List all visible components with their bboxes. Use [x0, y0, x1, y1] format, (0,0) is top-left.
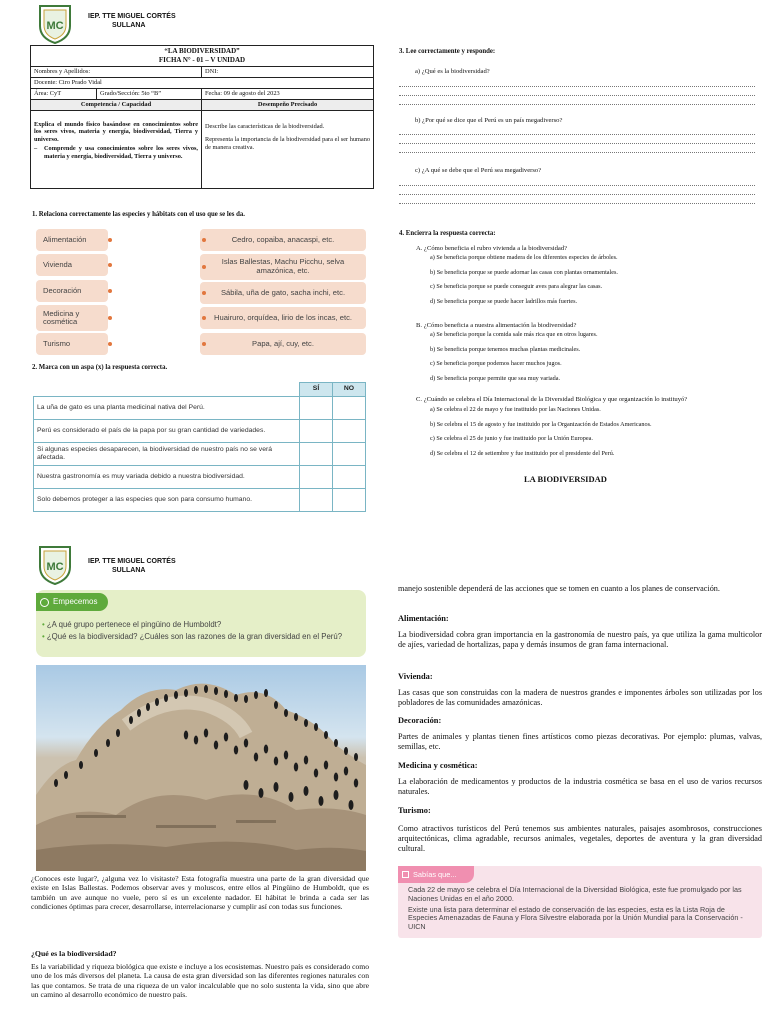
school-header-2 [88, 557, 176, 576]
q4-b-question: B. ¿Cómo beneficia a nuestra alimentación la biodiversidad? [416, 322, 577, 329]
no-header: NO [333, 383, 366, 397]
no-checkbox[interactable] [333, 443, 366, 466]
option[interactable]: d) Se celebra el 12 de setiembre y fue instituido por el presidente del Perú. [430, 449, 615, 457]
fecha-field: Fecha: 09 de agosto del 2023 [202, 88, 374, 99]
match-dot[interactable] [202, 265, 206, 269]
option[interactable]: c) Se celebra el 25 de junio y fue instituido por la Unión Europea. [430, 435, 593, 443]
pill-right-4[interactable]: Huairuro, orquídea, lirio de los incas, etc. [200, 307, 366, 329]
pill-right-2[interactable]: Islas Ballestas, Machu Picchu, selva amazónica, etc. [200, 254, 366, 280]
q4-block-c [416, 396, 761, 461]
option[interactable]: c) Se beneficia porque se puede conseguir aves para alegrar las casas. [430, 283, 603, 291]
match-dot[interactable] [202, 316, 206, 320]
answer-lines-b[interactable] [399, 126, 755, 153]
si-header: SÍ [300, 383, 333, 397]
heading-alimentacion: Alimentación: [398, 614, 449, 623]
ficha-subtitle: FICHA N° - 01 – V UNIDAD [158, 55, 246, 64]
match-dot[interactable] [202, 342, 206, 346]
statement-row: Perú es considerado el país de la papa por su gran cantidad de variedades. [34, 420, 300, 443]
pill-left-2[interactable]: Vivienda [36, 254, 108, 276]
no-checkbox[interactable] [333, 489, 366, 512]
si-checkbox[interactable] [300, 443, 333, 466]
docente-field: Docente: Ciro Prado Vidal [31, 77, 374, 88]
ficha-title: “LA BIODIVERSIDAD” [164, 47, 240, 55]
islas-ballestas-photo [36, 665, 366, 871]
q4-block-b [416, 322, 761, 390]
sabias-que-box [398, 866, 762, 938]
answer-lines-c[interactable] [399, 177, 755, 204]
q3-title: 3. Lee correctamente y responde: [399, 48, 496, 55]
match-dot[interactable] [108, 238, 112, 242]
chat-bubble-icon [40, 598, 49, 607]
empecemos-q1: • ¿A qué grupo pertenece el pingüino de Humboldt? [42, 620, 222, 629]
match-dot[interactable] [108, 316, 112, 320]
q2-title: 2. Marca con un aspa (x) la respuesta correcta. [32, 364, 168, 371]
intro-paragraph: ¿Conoces este lugar?, ¿alguna vez lo visitaste? Esta fotografía muestra una parte de la gran diversidad que existe en Islas Ballestas. Podemos observar aves y moluscos, entre ellos al Pingüino de Humboldt, que es también un ave aunque no vuele, pero sí es un excelente nadador. El hábitat le brinda a cada ser las condiciones óptimas para crecer, desarrollarse, interrelacionarse y cumplir así con todas sus funciones. [31, 874, 369, 911]
no-checkbox[interactable] [333, 397, 366, 420]
match-dot[interactable] [202, 238, 206, 242]
area-field: Área: CyT [31, 88, 97, 99]
si-checkbox[interactable] [300, 466, 333, 489]
desempeno-2: Representa la importancia de la biodiversidad para el ser humano de manera creativa. [205, 136, 370, 152]
desempeno-header: Desempeño Precisado [202, 99, 374, 110]
option[interactable]: d) Se beneficia porque permite que sea muy variada. [430, 374, 561, 382]
heading-medicina: Medicina y cosmética: [398, 761, 478, 770]
statement-row: Si algunas especies desaparecen, la biodiversidad de nuestro país no se verá afectada. [34, 443, 300, 466]
option[interactable]: b) Se beneficia porque se puede adornar las casas con plantas ornamentales. [430, 268, 618, 276]
heading-vivienda: Vivienda: [398, 672, 433, 681]
option[interactable]: a) Se celebra el 22 de mayo y fue instituido por las Naciones Unidas. [430, 406, 601, 414]
school-logo-2 [38, 545, 72, 585]
svg-text:MC: MC [46, 561, 64, 573]
capacidad-item: – Comprende y usa conocimientos sobre los seres vivos, materia y energía, biodiversidad, Tierra y universo. [34, 145, 198, 160]
school-city-2: SULLANA [112, 567, 146, 575]
empecemos-q2: • ¿Qué es la biodiversidad? ¿Cuáles son las razones de la gran diversidad en el Perú? [42, 632, 343, 642]
school-city: SULLANA [112, 22, 146, 30]
answer-lines-a[interactable] [399, 78, 755, 105]
match-dot[interactable] [108, 289, 112, 293]
medicina-text: La elaboración de medicamentos y productos de la industria cosmética se basa en el uso de varios recursos naturales. [398, 777, 762, 796]
alimentacion-text: La biodiversidad cobra gran importancia en la gastronomía de nuestro país, ya que utiliza la gama multicolor de ajíes, variedad de hortalizas, papa y demás insumos de gran fama internacional. [398, 630, 762, 649]
heading-turismo: Turismo: [398, 806, 431, 815]
q1-title: 1. Relaciona correctamente las especies y hábitats con el uso que se les da. [32, 211, 246, 218]
si-checkbox[interactable] [300, 489, 333, 512]
pill-right-3[interactable]: Sábila, uña de gato, sacha inchi, etc. [200, 282, 366, 304]
option[interactable]: a) Se beneficia porque la comida sale más rica que en otros lugares. [430, 331, 598, 339]
q3-b: b) ¿Por qué se dice que el Perú es un país megadiverso? [415, 117, 563, 124]
pill-right-1[interactable]: Cedro, copaiba, anacaspi, etc. [200, 229, 366, 251]
pill-right-5[interactable]: Papa, ají, cuy, etc. [200, 333, 366, 355]
desempeno-1: Describe las características de la biodiversidad. [205, 122, 325, 130]
nombres-field[interactable]: Nombres y Apellidos: [31, 66, 202, 77]
empecemos-box [36, 590, 366, 657]
q4-title: 4. Encierra la respuesta correcta: [399, 230, 496, 237]
competencia-header: Competencia / Capacidad [31, 99, 202, 110]
que-es-paragraph: Es la variabilidad y riqueza biológica que existe e incluye a los ecosistemas. Nuestro país es considerado como uno de los más diversos del planeta. La causa de esta gran diversidad son las diferentes regiones naturales con las que contamos. Se trata de una riqueza de un valor incalculable que no solo sustenta la vida, sino que abre un camino al desarrollo económico de nuestro país. [31, 962, 369, 999]
statement-row: La uña de gato es una planta medicinal nativa del Perú. [34, 397, 300, 420]
sabias-p2: Existe una lista para determinar el estado de conservación de las especies, esta es la Lista Roja de Especies Amenazadas de Fauna y Flora Silvestre elaborada por la Unión Mundial para la Conservación - UICN [408, 904, 743, 932]
q3-c: c) ¿A qué se debe que el Perú sea megadiverso? [415, 167, 542, 174]
pill-left-5[interactable]: Turismo [36, 333, 108, 355]
empecemos-title: Empecemos [53, 597, 98, 606]
sabias-tab [398, 866, 474, 883]
option[interactable]: a) Se beneficia porque obtiene madera de los diferentes especies de árboles. [430, 254, 618, 262]
vivienda-text: Las casas que son construidas con la madera de nuestros grandes e imponentes árboles son utilizadas por los pobladores de las comunidades amazónicas. [398, 688, 762, 707]
school-logo [38, 4, 72, 44]
option[interactable]: b) Se celebra el 15 de agosto y fue instituido por la Organización de Estados Americanos. [430, 420, 652, 428]
heading-que-es: ¿Qué es la biodiversidad? [31, 949, 117, 958]
grado-field: Grado/Sección: 5to “B” [97, 88, 202, 99]
q3-a: a) ¿Qué es la biodiversidad? [415, 68, 490, 75]
statement-row: Solo debemos proteger a las especies que son para consumo humano. [34, 489, 300, 512]
decoracion-text: Partes de animales y plantas tienen fines artísticos como piezas decorativas. Por ejemplo: plumas, valvas, semillas, etc. [398, 732, 762, 751]
school-name-2: IEP. TTE MIGUEL CORTÉS [88, 558, 176, 565]
competencia-text: Explica el mundo físico basándose en conocimientos sobre los seres vivos, materia y energía, biodiversidad, Tierra y universo. [34, 120, 198, 144]
continuation-paragraph: manejo sostenible dependerá de las acciones que se tomen en cuanto a los planes de conservación. [398, 584, 720, 593]
q4-block-a [416, 245, 761, 313]
statement-row: Nuestra gastronomía es muy variada debido a nuestra biodiversidad. [34, 466, 300, 489]
bottom-title: LA BIODIVERSIDAD [524, 474, 607, 484]
match-dot[interactable] [202, 291, 206, 295]
match-dot[interactable] [108, 342, 112, 346]
pill-left-1[interactable]: Alimentación [36, 229, 108, 251]
school-header [88, 12, 176, 31]
ficha-table [30, 45, 374, 189]
school-name: IEP. TTE MIGUEL CORTÉS [88, 13, 176, 20]
pill-left-3[interactable]: Decoración [36, 280, 108, 302]
si-checkbox[interactable] [300, 397, 333, 420]
option[interactable]: b) Se beneficia porque tenemos muchas plantas medicinales. [430, 345, 581, 353]
no-checkbox[interactable] [333, 420, 366, 443]
si-checkbox[interactable] [300, 420, 333, 443]
option[interactable]: d) Se beneficia porque se puede hacer ladrillos más fuertes. [430, 297, 578, 305]
option[interactable]: c) Se beneficia porque podemos hacer muchos jugos. [430, 360, 562, 368]
capacidad-text: Comprende y usa conocimientos sobre los seres vivos, materia y energía, biodiversidad, Tierra y universo. [44, 145, 198, 160]
sabias-title: Sabías que... [413, 869, 457, 879]
gift-icon [402, 871, 409, 878]
svg-text:MC: MC [46, 20, 64, 32]
empecemos-tab [36, 593, 108, 611]
turismo-text: Como atractivos turísticos del Perú tenemos sus ambientes naturales, paisajes asombrosos, construcciones arquitectónicas, clima agradable, recursos animales, vegetales, deportes de aventura y la gran diversidad cultural. [398, 824, 762, 853]
match-dot[interactable] [108, 263, 112, 267]
pill-left-4[interactable]: Medicina y cosmética [36, 305, 108, 331]
q4-c-question: C. ¿Cuándo se celebra el Día Internacional de la Diversidad Biológica y que organización lo instituyó? [416, 396, 688, 403]
dni-field[interactable]: DNI: [202, 66, 374, 77]
q2-table [33, 382, 366, 512]
q4-a-question: A. ¿Cómo beneficia el rubro vivienda a la biodiversidad? [416, 245, 568, 252]
sabias-p1: Cada 22 de mayo se celebra el Día Internacional de la Diversidad Biológica, este fue promulgado por las Naciones Unidas en el año 2000. [408, 885, 742, 903]
heading-decoracion: Decoración: [398, 716, 442, 725]
no-checkbox[interactable] [333, 466, 366, 489]
